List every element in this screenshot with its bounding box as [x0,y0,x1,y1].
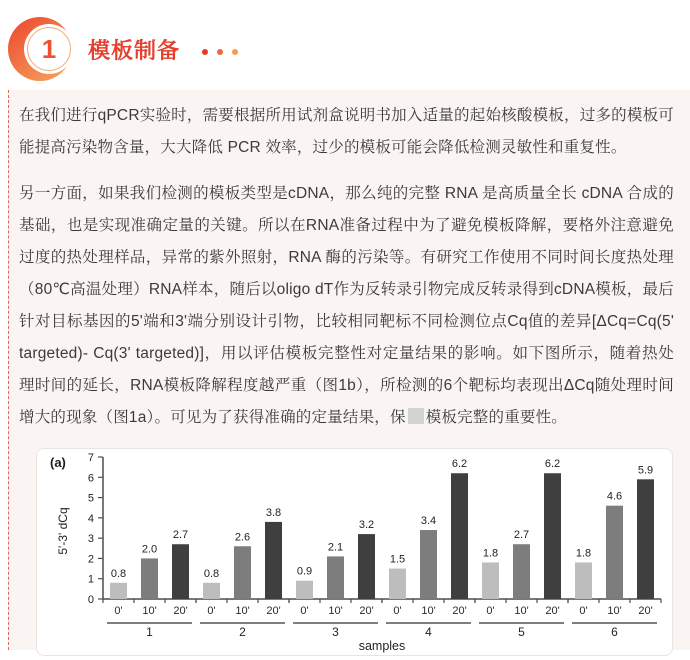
decorative-dots [202,49,238,55]
svg-text:20': 20' [638,605,653,617]
svg-text:0': 0' [114,605,123,617]
section-number: 1 [41,34,57,64]
svg-text:6: 6 [87,472,94,485]
svg-text:5: 5 [518,625,525,639]
section-header [0,0,690,90]
svg-text:5.9: 5.9 [637,464,654,477]
bar-chart [43,453,671,655]
paragraph-1: 在我们进行qPCR实验时，需要根据所用试剂盒说明书加入适量的起始核酸模板，过多的模板可能提高污染物含量，大大降低 PCR 效率，过少的模板可能会降低检测灵敏性和重复性。 [19,107,674,156]
svg-text:1: 1 [87,573,94,586]
section-title: 模板制备 [88,37,181,63]
svg-text:5'-3' dCq: 5'-3' dCq [56,507,70,555]
paragraph-2-text-a: 另一方面，如果我们检测的模板类型是cDNA，那么纯的完整 RNA 是高质量全长 cDNA 合成的基础，也是实现准确定量的关键。所以在RNA准备过程中为了避免模板降解，要格外注意避免过度的热处理样品，异常的紫外照射，RNA 酶的污染等。有研究工作使用不同时间长度热处理（80℃高温处理）RNA样本，随后以oligo dT作为反转录引物完成反转录得到cDNA模板，最后针对目标基因的5'端和3'端分别设计引物，比较相同靶标不同检测位点Cq值的差异[ΔCq=Cq(5' targeted)- Cq(3' targeted)]，用以评估模板完整性对定量结果的影响。如下图所示，随着热处理时间的延长，RNA模板降解程度越严重（图1b），所检测的6个靶标均表现出ΔCq随处理时间增大的现象（图1a）。可见为了获得准确的定量结果，保 [19,185,674,426]
svg-text:0': 0' [486,605,495,617]
svg-text:0': 0' [393,605,402,617]
svg-text:6: 6 [611,625,618,639]
svg-text:6.2: 6.2 [451,458,468,471]
svg-text:6.2: 6.2 [544,458,561,471]
svg-text:20': 20' [173,605,188,617]
svg-text:4: 4 [425,625,432,639]
svg-text:20': 20' [266,605,281,617]
svg-text:0': 0' [207,605,216,617]
dot-icon [217,49,223,55]
svg-text:3.4: 3.4 [420,515,437,528]
svg-text:2.0: 2.0 [141,543,158,556]
svg-text:4.6: 4.6 [606,490,623,503]
svg-text:3.8: 3.8 [265,506,282,519]
badge-ring [27,27,71,71]
svg-text:2.6: 2.6 [234,531,251,544]
svg-text:10': 10' [142,605,157,617]
paragraph-2 [19,178,674,434]
content-panel [8,90,690,653]
svg-text:5: 5 [87,492,94,505]
svg-text:20': 20' [359,605,374,617]
svg-text:10': 10' [607,605,622,617]
svg-text:3: 3 [87,533,94,546]
svg-text:0.8: 0.8 [203,567,220,580]
svg-text:1.5: 1.5 [389,553,406,566]
svg-text:3.2: 3.2 [358,519,375,532]
svg-text:2.7: 2.7 [172,529,189,542]
svg-text:1: 1 [146,625,153,639]
svg-text:0': 0' [579,605,588,617]
svg-text:0.8: 0.8 [110,567,127,580]
svg-text:4: 4 [87,512,94,525]
panel-label: (a) [50,455,66,470]
svg-text:3: 3 [332,625,339,639]
paragraph-2-text-b: 模板完整的重要性。 [425,409,568,426]
badge-circle [24,24,74,74]
svg-text:10': 10' [328,605,343,617]
dot-icon [202,49,208,55]
svg-text:10': 10' [235,605,250,617]
svg-text:10': 10' [421,605,436,617]
section-number-badge [8,15,76,83]
redacted-text-box [408,408,424,424]
svg-text:0: 0 [87,594,94,606]
svg-text:20': 20' [545,605,560,617]
svg-text:1.8: 1.8 [482,547,499,560]
svg-text:2.7: 2.7 [513,529,530,542]
svg-text:2: 2 [239,625,246,639]
svg-text:0.9: 0.9 [296,565,313,578]
svg-text:2.1: 2.1 [327,541,344,554]
svg-text:samples: samples [358,639,406,653]
svg-text:0': 0' [300,605,309,617]
svg-text:20': 20' [452,605,467,617]
dot-icon [232,49,238,55]
svg-text:2: 2 [87,553,94,566]
svg-text:10': 10' [514,605,529,617]
svg-text:7: 7 [87,453,94,464]
svg-text:1.8: 1.8 [575,547,592,560]
figure-1a-chart-card [36,448,673,656]
